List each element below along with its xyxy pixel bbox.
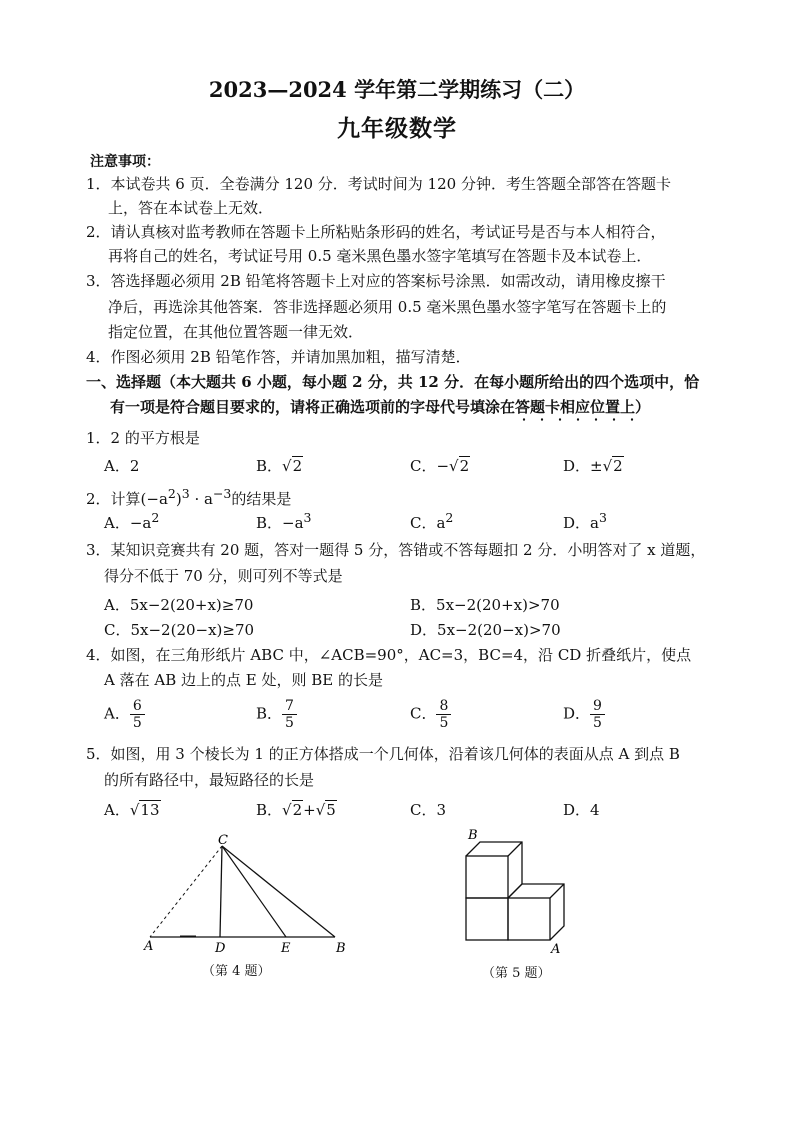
q4-option-d bbox=[563, 698, 605, 731]
q4-option-a-fraction bbox=[130, 698, 145, 731]
label-b: B bbox=[468, 828, 478, 843]
q2-option-c-exponent: 2 bbox=[445, 510, 454, 525]
q4-option-a-label: A． bbox=[104, 704, 130, 723]
q2-option-d-label: D．a bbox=[563, 514, 599, 532]
exam-subject: 九年级数学 bbox=[337, 115, 457, 142]
q1-option-a: A．2 bbox=[104, 457, 140, 475]
q4-option-d-fraction bbox=[590, 698, 605, 731]
label-a: A bbox=[551, 942, 561, 956]
q5-option-b-radicand-2: 5 bbox=[326, 801, 336, 819]
q2-option-a-label: A．−a bbox=[104, 514, 152, 532]
q5-option-b-plus: + bbox=[303, 801, 316, 819]
notice-heading: 注意事项： bbox=[90, 154, 160, 170]
q2-option-a bbox=[104, 510, 159, 533]
notice-item-4-line-1: 4．作图必须用 2B 铅笔作答，并请加黑加粗，描写清楚． bbox=[86, 348, 471, 366]
q5-option-b bbox=[256, 799, 337, 820]
label-d: D bbox=[215, 941, 226, 956]
sqrt-symbol: √2 bbox=[602, 457, 623, 475]
q2-stem-exponent: 2 bbox=[167, 486, 176, 501]
figure-4-caption: （第 4 题） bbox=[202, 964, 271, 979]
cube-bottom-right-edge bbox=[550, 884, 564, 898]
q1-option-d-radicand: 2 bbox=[613, 457, 623, 475]
cube-bottom-left-front bbox=[466, 898, 508, 940]
q2-option-c bbox=[410, 510, 453, 533]
q5-option-c: C．3 bbox=[410, 801, 447, 819]
q3-option-c: C．5x−2(20−x)≥70 bbox=[104, 621, 255, 639]
q2-stem-part: 的结果是 bbox=[231, 490, 292, 508]
segment-ca-dashed bbox=[150, 846, 222, 937]
section-1-emphasis-text: 答题卡相应位置上 bbox=[515, 398, 636, 416]
q1-option-b-label: B． bbox=[256, 457, 283, 475]
section-1-instructions-text: 有一项是符合题目要求的，请将正确选项前的字母代号填涂在 bbox=[110, 398, 516, 416]
sqrt-symbol: √2 bbox=[282, 801, 303, 819]
segment-ce bbox=[222, 846, 286, 937]
exam-title: 2023—2024 学年第二学期练习（二） bbox=[208, 77, 586, 102]
figure-5-caption: （第 5 题） bbox=[482, 966, 551, 981]
q4-stem-line-2: A 落在 AB 边上的点 E 处，则 BE 的长是 bbox=[104, 671, 383, 689]
q1-option-d bbox=[563, 455, 624, 476]
q2-option-b-exponent: 3 bbox=[303, 510, 312, 525]
q1-option-c bbox=[410, 455, 470, 476]
label-e: E bbox=[281, 941, 291, 956]
q3-option-d: D．5x−2(20−x)>70 bbox=[410, 621, 561, 639]
q3-stem-line-1: 3．某知识竞赛共有 20 题，答对一题得 5 分，答错或不答每题扣 2 分．小明答对了 x 道题， bbox=[86, 541, 706, 559]
q4-option-a bbox=[104, 698, 145, 731]
q5-stem-line-1: 5．如图，用 3 个棱长为 1 的正方体搭成一个几何体，沿着该几何体的表面从点 A 到点 B bbox=[86, 745, 680, 763]
q2-stem-exponent: −3 bbox=[212, 486, 232, 501]
q4-option-c-denominator: 5 bbox=[439, 715, 449, 731]
q5-option-a-radicand: 13 bbox=[140, 801, 160, 819]
q4-option-c-fraction bbox=[436, 698, 451, 731]
q4-option-d-numerator: 9 bbox=[590, 698, 605, 715]
q3-option-a: A．5x−2(20+x)≥70 bbox=[104, 596, 254, 614]
q1-option-c-radicand: 2 bbox=[459, 457, 470, 475]
section-1-closing-paren: ） bbox=[635, 398, 651, 416]
q4-option-c-numerator: 8 bbox=[436, 698, 451, 715]
q2-stem-part: ) bbox=[175, 490, 182, 508]
q5-option-a bbox=[104, 799, 161, 820]
q4-option-b-fraction bbox=[282, 698, 297, 731]
segment-cd bbox=[220, 846, 222, 937]
cube-top-edge bbox=[508, 842, 522, 856]
q4-option-c bbox=[410, 698, 451, 731]
q1-option-d-label: D．± bbox=[563, 457, 603, 475]
q1-option-b bbox=[256, 455, 303, 476]
label-a: A bbox=[144, 939, 154, 954]
sqrt-symbol: √13 bbox=[129, 801, 160, 819]
q3-option-b: B．5x−2(20+x)>70 bbox=[410, 596, 560, 614]
q2-option-d-exponent: 3 bbox=[598, 510, 607, 525]
q2-stem-part: 2．计算(−a bbox=[86, 490, 168, 508]
q3-stem-line-2: 得分不低于 70 分，则可列不等式是 bbox=[104, 567, 343, 585]
q4-option-a-numerator: 6 bbox=[130, 698, 145, 715]
notice-item-3-line-1: 3．答选择题必须用 2B 铅笔将答题卡上对应的答案标号涂黑．如需改动，请用橡皮擦干 bbox=[86, 272, 666, 290]
notice-item-2-line-2: 再将自己的姓名，考试证号用 0.5 毫米黑色墨水签字笔填写在答题卡及本试卷上． bbox=[108, 247, 652, 265]
q4-option-b bbox=[256, 698, 297, 731]
label-b: B bbox=[336, 941, 346, 956]
notice-item-2-line-1: 2．请认真核对监考教师在答题卡上所粘贴条形码的姓名，考试证号是否与本人相符合， bbox=[86, 223, 666, 241]
sqrt-symbol: √5 bbox=[315, 801, 336, 819]
cube-bottom-right-front bbox=[508, 898, 550, 940]
q1-option-c-label: C．− bbox=[410, 457, 450, 475]
q2-stem-exponent: 3 bbox=[181, 486, 190, 501]
sqrt-symbol: √2 bbox=[449, 457, 470, 475]
q2-option-b bbox=[256, 510, 312, 533]
q4-option-a-denominator: 5 bbox=[132, 715, 142, 731]
q4-option-d-denominator: 5 bbox=[593, 715, 602, 731]
q4-option-c-label: C． bbox=[410, 704, 437, 723]
q5-option-d: D．4 bbox=[563, 801, 600, 819]
q5-option-b-label: B． bbox=[256, 801, 283, 819]
q1-stem: 1．2 的平方根是 bbox=[86, 429, 200, 447]
notice-item-3-line-2: 净后，再选涂其他答案．答非选择题必须用 0.5 毫米黑色墨水签字笔写在答题卡上的 bbox=[108, 298, 667, 316]
q2-stem bbox=[86, 484, 291, 509]
q2-option-b-label: B．−a bbox=[256, 514, 304, 532]
q4-option-b-label: B． bbox=[256, 704, 283, 723]
segment-cb bbox=[222, 846, 335, 937]
q2-option-c-label: C．a bbox=[410, 514, 446, 532]
q4-stem-line-1: 4．如图，在三角形纸片 ABC 中，∠ACB=90°，AC=3，BC=4，沿 CD 折叠纸片，使点 bbox=[86, 646, 692, 664]
q4-option-b-denominator: 5 bbox=[285, 715, 294, 731]
section-1-instructions-line-2 bbox=[110, 397, 650, 417]
sqrt-symbol: √2 bbox=[282, 457, 303, 475]
notice-item-1-line-2: 上，答在本试卷上无效． bbox=[108, 199, 274, 217]
q2-option-a-exponent: 2 bbox=[151, 510, 160, 525]
q4-option-d-label: D． bbox=[563, 704, 591, 723]
q1-option-b-radicand: 2 bbox=[292, 457, 303, 475]
cube-top-front bbox=[466, 856, 508, 898]
q5-stem-line-2: 的所有路径中，最短路径的长是 bbox=[104, 771, 315, 789]
figure-5-cubes bbox=[456, 826, 576, 956]
q2-stem-part: · a bbox=[189, 490, 213, 508]
figure-4-triangle bbox=[140, 832, 360, 962]
section-1-instructions-line-1: 一、选择题（本大题共 6 小题，每小题 2 分，共 12 分．在每小题所给出的四个选项中，恰 bbox=[86, 373, 700, 391]
q5-option-b-radicand-1: 2 bbox=[292, 801, 303, 819]
q5-option-a-label: A． bbox=[104, 801, 130, 819]
q4-option-b-numerator: 7 bbox=[282, 698, 297, 715]
notice-item-1-line-1: 1．本试卷共 6 页．全卷满分 120 分．考试时间为 120 分钟．考生答题全部答在答题卡 bbox=[86, 175, 671, 193]
q2-option-d bbox=[563, 510, 607, 533]
label-c: C bbox=[218, 833, 228, 848]
notice-item-3-line-3: 指定位置，在其他位置答题一律无效． bbox=[108, 323, 364, 341]
